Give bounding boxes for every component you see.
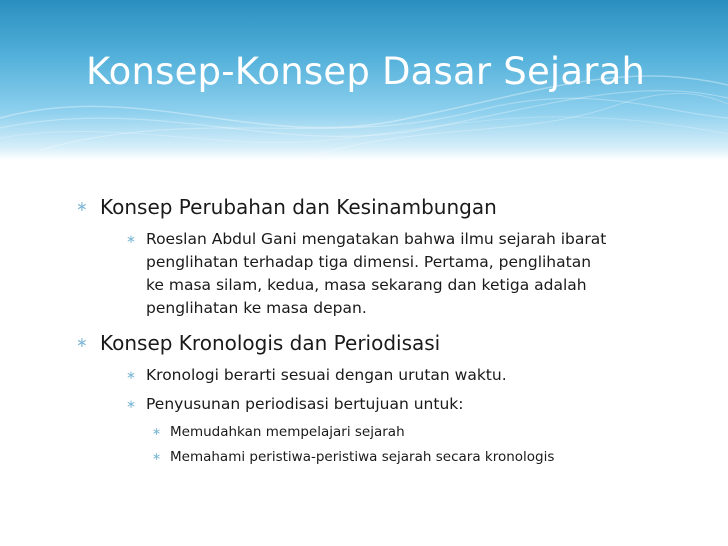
heading-kronologis: Konsep Kronologis dan Periodisasi: [100, 331, 441, 355]
bullet-icon: ∗: [126, 397, 137, 411]
paragraph-line: ke masa silam, kedua, masa sekarang dan ketiga adalah: [146, 276, 587, 294]
item-text: Penyusunan periodisasi bertujuan untuk:: [146, 395, 464, 413]
list-item: [126, 393, 464, 416]
bullet-icon: ∗: [152, 425, 162, 438]
bullet-icon: ∗: [76, 199, 88, 215]
item-text: Memahami peristiwa-peristiwa sejarah secara kronologis: [170, 449, 555, 465]
list-item: [152, 447, 555, 467]
paragraph-line: penglihatan terhadap tiga dimensi. Pertama, penglihatan: [146, 253, 592, 271]
slide-title: Konsep-Konsep Dasar Sejarah: [86, 50, 646, 93]
list-item: [76, 330, 441, 356]
bullet-icon: ∗: [126, 368, 137, 382]
item-text: Memudahkan mempelajari sejarah: [170, 424, 405, 440]
heading-perubahan: Konsep Perubahan dan Kesinambungan: [100, 195, 497, 219]
list-item: [76, 194, 497, 220]
list-item: [126, 364, 507, 387]
list-item: [152, 422, 405, 442]
paragraph-line: Roeslan Abdul Gani mengatakan bahwa ilmu sejarah ibarat: [146, 230, 607, 248]
bullet-icon: ∗: [126, 232, 137, 246]
paragraph-line: penglihatan ke masa depan.: [146, 299, 367, 317]
item-text: Kronologi berarti sesuai dengan urutan waktu.: [146, 366, 507, 384]
list-item: [126, 228, 607, 320]
bullet-icon: ∗: [76, 335, 88, 351]
bullet-icon: ∗: [152, 450, 162, 463]
